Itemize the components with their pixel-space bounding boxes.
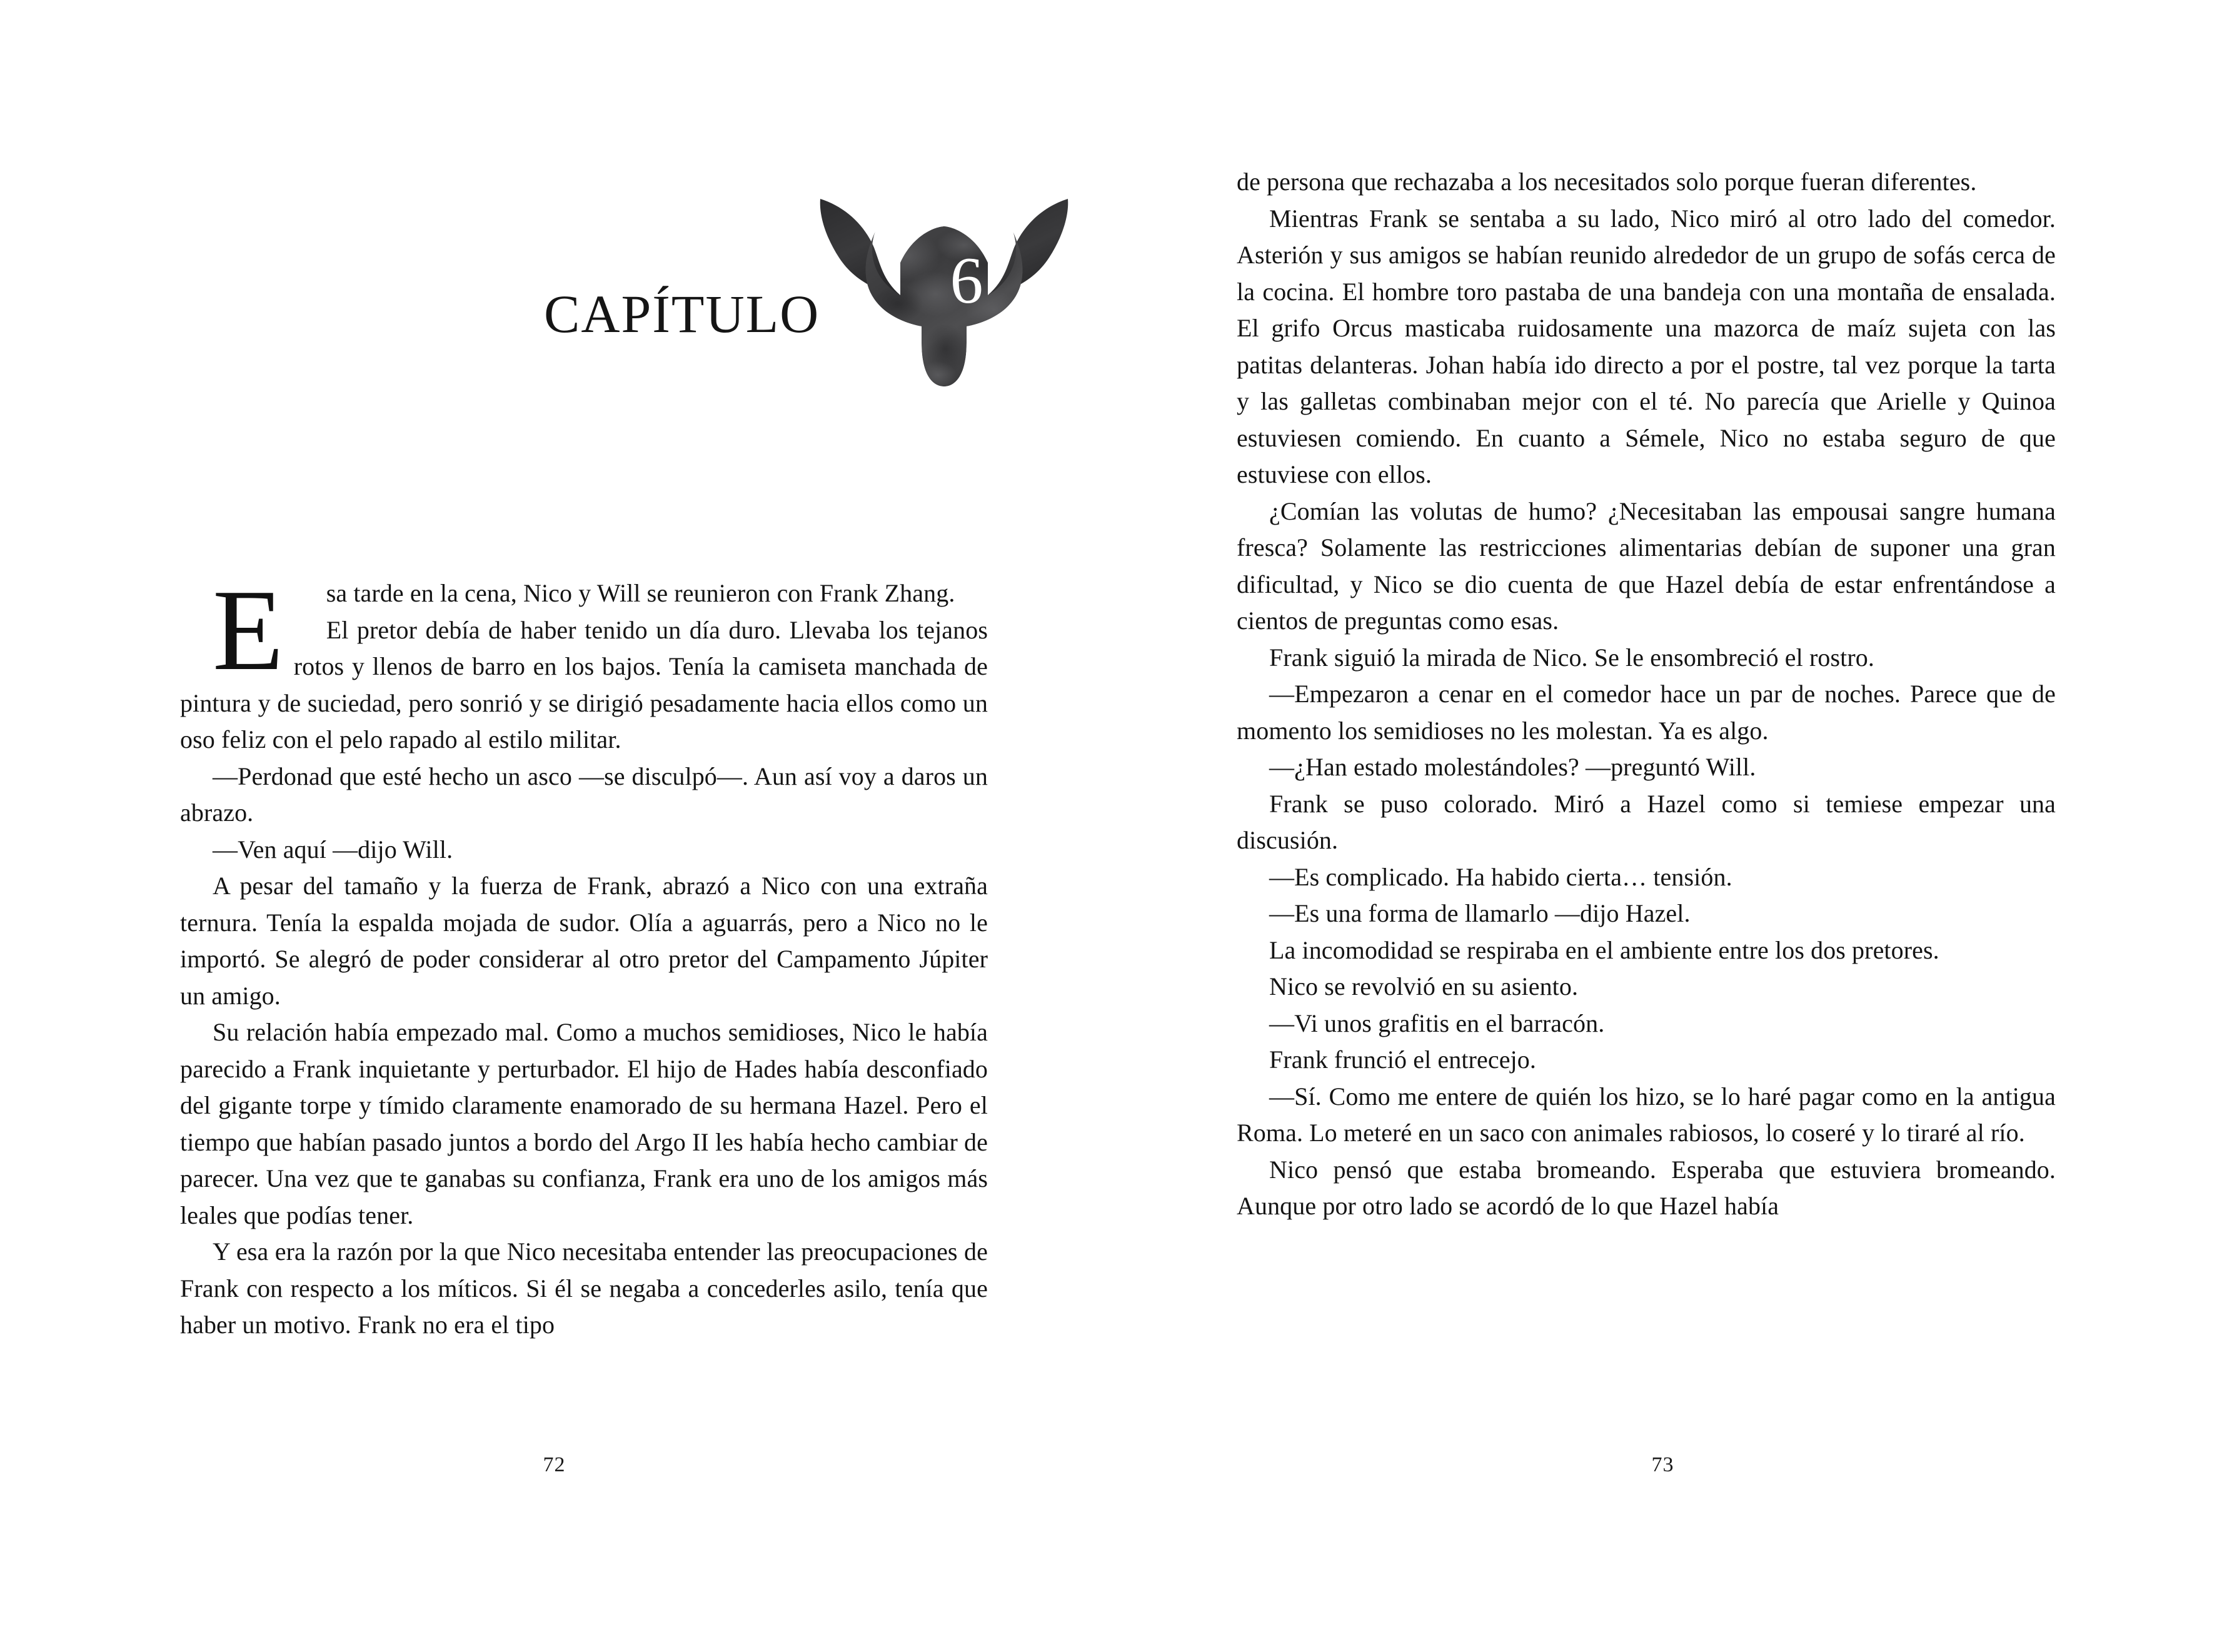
chapter-heading [156, 188, 1044, 450]
left-page-text-column [180, 566, 988, 1344]
page-number-right: 73 [1651, 1453, 1674, 1476]
paragraph: —Vi unos grafitis en el barracón. [1269, 1009, 1605, 1037]
paragraph: Su relación había empezado mal. Como a muchos semidioses, Nico le había parecido a Frank inquietante y perturbador. El hijo de Hades había desconfiado del gigante torpe y tímido claramente enamorado de su hermana Hazel. Pero el tiempo que habían pasado juntos a bordo del Argo II les había hecho cambiar de parecer. Una vez que te ganabas su confianza, Frank era uno de los amigos más leales que podías tener. [180, 1018, 988, 1229]
paragraph: Frank siguió la mirada de Nico. Se le ensombreció el rostro. [1269, 643, 1874, 672]
right-page [1108, 0, 2217, 1652]
paragraph: —Es una forma de llamarlo —dijo Hazel. [1269, 899, 1691, 927]
drop-cap: E [213, 566, 284, 695]
right-page-text-column [1237, 164, 2056, 1225]
paragraph: —Perdonad que esté hecho un asco —se disculpó—. Aun así voy a daros un abrazo. [180, 762, 988, 827]
paragraph: —Ven aquí —dijo Will. [213, 835, 453, 864]
paragraph: Frank se puso colorado. Miró a Hazel como si temiese empezar una discusión. [1237, 789, 2056, 854]
paragraph: Y esa era la razón por la que Nico necesitaba entender las preocupaciones de Frank con respecto a los míticos. Si él se negaba a concederles asilo, tenía que haber un motivo. Frank no era el tipo [180, 1237, 988, 1339]
paragraph: Mientras Frank se sentaba a su lado, Nico miró al otro lado del comedor. Asterión y sus amigos se habían reunido alrededor de un grupo de sofás cerca de la cocina. El hombre toro pastaba de una bandeja con una montaña de ensalada. El grifo Orcus masticaba ruidosamente una mazorca de maíz sujeta con las patitas delanteras. Johan había ido directo a por el postre, tal vez porque la tarta y las galletas combinaban mejor con el té. No parecía que Arielle y Quinoa estuviesen comiendo. En cuanto a Sémele, Nico no estaba seguro de que estuviese con ellos. [1237, 204, 2056, 488]
paragraph: —Empezaron a cenar en el comedor hace un par de noches. Parece que de momento los semidioses no les molestan. Ya es algo. [1237, 680, 2056, 745]
page-number-left: 72 [543, 1453, 566, 1476]
paragraph: A pesar del tamaño y la fuerza de Frank, abrazó a Nico con una extraña ternura. Tenía la espalda mojada de sudor. Olía a aguarrás, pero a Nico no le importó. Se alegró de poder considerar al otro pretor del Campamento Júpiter un amigo. [180, 872, 988, 1010]
paragraph: ¿Comían las volutas de humo? ¿Necesitaban las empousai sangre humana fresca? Solamente las restricciones alimentarias debían de suponer una gran dificultad, y Nico se dio cuenta de que Hazel debía de estar enfrentándose a cientos de preguntas como esas. [1237, 496, 2056, 635]
chapter-number: 6 [950, 244, 983, 317]
paragraph: —Es complicado. Ha habido cierta… tensión. [1269, 862, 1732, 891]
paragraph: Frank frunció el entrecejo. [1269, 1045, 1536, 1074]
paragraph: de persona que rechazaba a los necesitados solo porque fueran diferentes. [1237, 168, 1977, 196]
paragraph: —¿Han estado molestándoles? —preguntó Will. [1269, 753, 1756, 781]
paragraph: —Sí. Como me entere de quién los hizo, se lo haré pagar como en la antigua Roma. Lo meteré en un saco con animales rabiosos, lo coseré y lo tiraré al río. [1237, 1082, 2056, 1147]
paragraph: El pretor debía de haber tenido un día duro. Llevaba los tejanos rotos y llenos de barro en los bajos. Tenía la camiseta manchada de pintura y de suciedad, pero sonrió y se dirigió pesadamente hacia ellos como un oso feliz con el pelo rapado al estilo militar. [180, 615, 988, 753]
paragraph: Nico se revolvió en su asiento. [1269, 972, 1579, 1000]
paragraph: La incomodidad se respiraba en el ambiente entre los dos pretores. [1269, 935, 1939, 964]
paragraph: Nico pensó que estaba bromeando. Esperaba que estuviera bromeando. Aunque por otro lado se acordó de lo que Hazel había [1237, 1155, 2056, 1220]
paragraph-text: sa tarde en la cena, Nico y Will se reunieron con Frank Zhang. [326, 579, 955, 607]
chapter-title-text: CAPÍTULO [544, 284, 820, 344]
left-page [0, 0, 1108, 1652]
